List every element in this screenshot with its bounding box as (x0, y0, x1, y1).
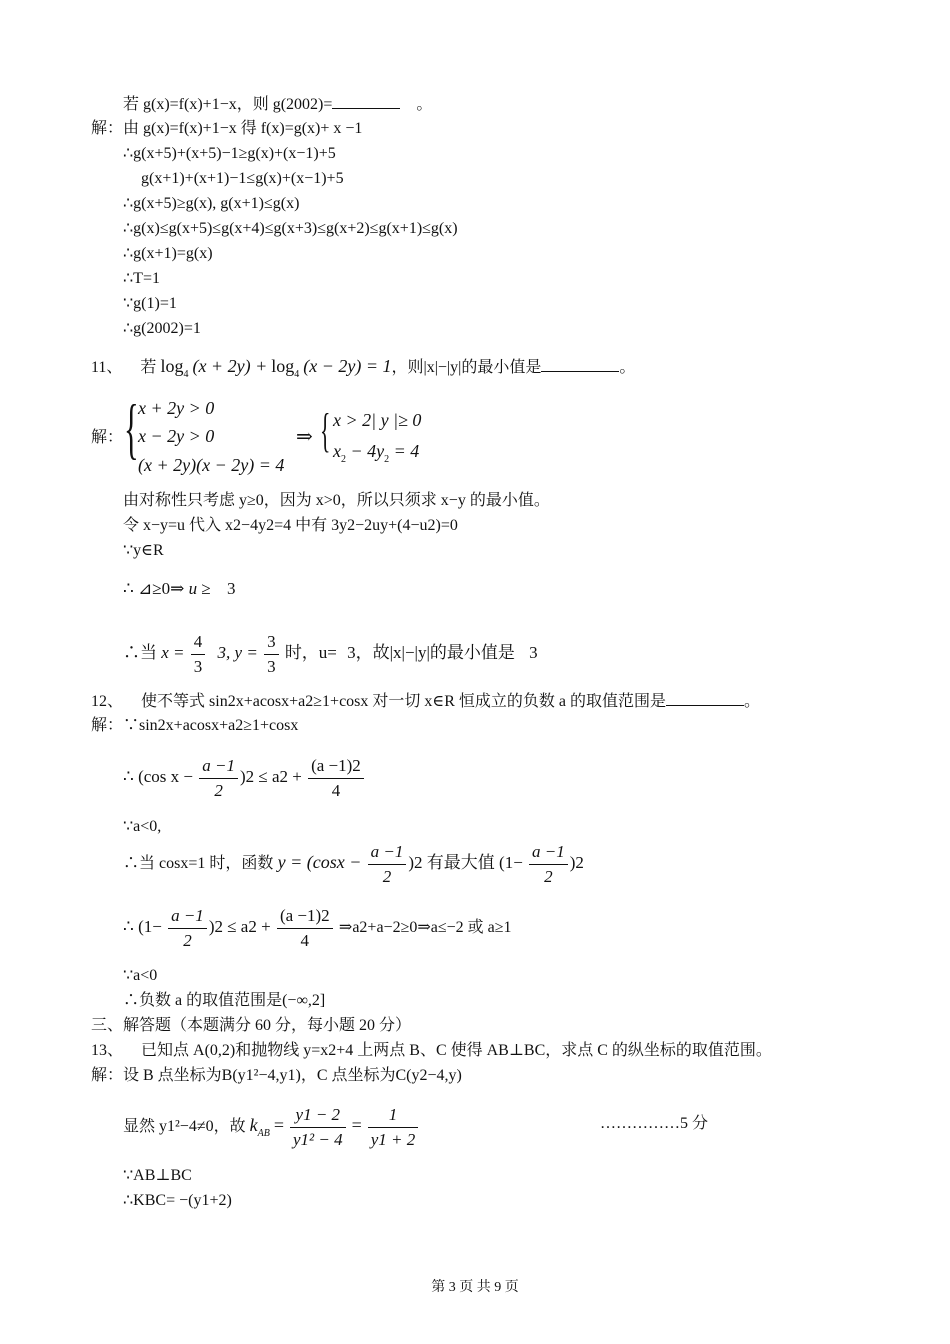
numerator: 4 (193, 631, 203, 651)
solution-line: 由对称性只考虑 y≥0，因为 x>0，所以只须求 x−y 的最小值。 (123, 492, 550, 509)
solution-line: ∵a<0 (123, 967, 158, 984)
solution-line: 解：∵sin2x+acosx+a2≥1+cosx (91, 717, 299, 734)
denominator: 2 (199, 778, 238, 801)
fraction (368, 1105, 419, 1150)
log-base: 4 (183, 369, 189, 380)
log-symbol: log (271, 356, 295, 376)
sqrt-value: 3 (529, 643, 538, 662)
solution-line (123, 579, 235, 599)
fraction (308, 756, 364, 801)
term: ∴ (1− (123, 917, 162, 936)
q11-post: ，则|x|−|y|的最小值是 (391, 359, 542, 376)
fraction (191, 632, 206, 677)
solution-line: ∴KBC= −(y1+2) (123, 1192, 232, 1209)
denominator: 2 (529, 864, 568, 887)
solution-line (123, 837, 584, 889)
var-k: k (249, 1115, 258, 1135)
term: x = (161, 643, 185, 662)
page-footer: 第 3 页 共 9 页 (431, 1280, 519, 1295)
fraction (199, 756, 238, 801)
solution-line: ∴g(x)≤g(x+5)≤g(x+4)≤g(x+3)≤g(x+2)≤g(x+1)≤g(x) (123, 220, 458, 237)
solution-line (123, 902, 512, 953)
fraction (168, 906, 207, 951)
q10-text: 若 g(x)=f(x)+1−x，则 g(2002)= (123, 96, 333, 113)
solution-line: ∵y∈R (123, 542, 164, 559)
log-arg-2: (x − 2y) = 1 (303, 356, 392, 376)
q13-text: 已知点 A(0,2)和抛物线 y=x2+4 上两点 B、C 使得 AB⊥BC，求点 C 的纵坐标的取值范围。 (141, 1042, 772, 1059)
denominator: 2 (368, 864, 407, 887)
solution-line (123, 628, 538, 678)
solution-line (123, 1100, 420, 1154)
sqrt-value: 3 (226, 579, 236, 598)
q11-pre: 若 (140, 359, 157, 376)
denominator: 2 (168, 928, 207, 951)
q12-end: 。 (744, 693, 761, 710)
numerator: a −1 (370, 841, 404, 861)
denominator: y1 + 2 (368, 1127, 419, 1150)
term: ≥ (201, 579, 211, 598)
subscript: AB (257, 1128, 270, 1139)
term: ，故|x|−|y|的最小值是 (355, 643, 515, 662)
q11-end: 。 (619, 359, 636, 376)
numerator: 1 (388, 1104, 398, 1124)
term: ∴ ⊿≥0⇒ (123, 579, 185, 598)
fraction (264, 632, 279, 677)
denominator: 4 (277, 928, 333, 951)
numerator: y1 − 2 (295, 1104, 341, 1124)
question-number: 12、 (91, 693, 124, 710)
sqrt-value: 3 (347, 643, 356, 662)
log-base: 4 (294, 369, 300, 380)
term: − 4y (350, 441, 385, 461)
numerator: 3 (267, 631, 276, 651)
exponent: 2 (384, 454, 390, 465)
q10-end: 。 (416, 96, 433, 113)
numerator: a −1 (532, 841, 565, 861)
solution-line (123, 752, 366, 802)
question-number: 11、 (91, 359, 123, 376)
q12-text: 使不等式 sin2x+acosx+a2≥1+cosx 对一切 x∈R 恒成立的负数 a 的取值范围是 (141, 693, 667, 710)
denominator: 3 (191, 654, 206, 677)
denominator: y1² − 4 (290, 1127, 346, 1150)
solution-line: 解：设 B 点坐标为B(y1²−4,y1)，C 点坐标为C(y2−4,y) (91, 1067, 462, 1084)
solution-line: ∴g(x+5)+(x+5)−1≥g(x)+(x−1)+5 (123, 145, 336, 162)
denominator: 4 (308, 778, 364, 801)
log-symbol: log (160, 356, 184, 376)
numerator: (a −1)2 (279, 905, 330, 925)
term: )2 (569, 853, 584, 872)
fraction (290, 1105, 346, 1150)
answer-blank (541, 357, 619, 372)
solution-line: ∵a<0, (123, 818, 162, 835)
system-eq-2: x − 2y > 0 (138, 426, 215, 446)
solution-line: ∴负数 a 的取值范围是(−∞,2] (123, 992, 326, 1009)
var-x: x (333, 441, 341, 461)
denominator: 3 (264, 654, 279, 677)
solution-line: 令 x−y=u 代入 x2−4y2=4 中有 3y2−2uy+(4−u2)=0 (123, 517, 458, 534)
solution-line: ∴g(x+5)≥g(x), g(x+1)≤g(x) (123, 195, 300, 212)
implies-arrow: ⇒ (296, 426, 313, 448)
fraction (277, 906, 333, 951)
system-eq-4: x > 2| y |≥ 0 (333, 410, 422, 430)
answer-blank (666, 691, 744, 706)
log-arg-1: (x + 2y) + (192, 356, 268, 376)
var-u: u (188, 579, 198, 598)
numerator: (a −1)2 (311, 755, 361, 775)
system-eq-1: x + 2y > 0 (138, 398, 215, 418)
term: ∴当 (123, 643, 157, 662)
question-number: 13、 (91, 1042, 124, 1059)
term: )2 ≤ a2 + (208, 917, 271, 936)
solution-line: g(x+1)+(x+1)−1≤g(x)+(x−1)+5 (141, 170, 344, 187)
answer-blank (332, 94, 400, 109)
term: ∴当 cosx=1 时，函数 (123, 855, 274, 872)
fraction (529, 842, 568, 887)
section-heading: 三、解答题（本题满分 60 分，每小题 20 分） (91, 1017, 412, 1034)
term: (1− (499, 853, 523, 872)
left-brace: { (124, 390, 139, 466)
solution-line: ∴g(x+1)=g(x) (123, 245, 213, 262)
term: )2 有最大值 (408, 853, 495, 872)
solution-line: ∴T=1 (123, 270, 160, 287)
system-eq-3: (x + 2y)(x − 2y) = 4 (138, 455, 285, 475)
term: ⇒a2+a−2≥0⇒a≤−2 或 a≥1 (338, 919, 512, 936)
left-brace: { (320, 404, 331, 457)
fraction (368, 842, 407, 887)
term: 显然 y1²−4≠0，故 (123, 1118, 246, 1135)
solution-line: ∵AB⊥BC (123, 1167, 192, 1184)
term: ∴ (cos x − (123, 767, 193, 786)
system-eq-5 (333, 441, 419, 465)
q11-question (91, 356, 635, 380)
numerator: a −1 (202, 755, 235, 775)
score-marker: ……………5 分 (600, 1115, 709, 1132)
solution-line: ∵g(1)=1 (123, 295, 177, 312)
exponent: 2 (341, 454, 346, 465)
term: )2 ≤ a2 + (239, 767, 302, 786)
solution-line: 解：由 g(x)=f(x)+1−x 得 f(x)=g(x)+ x −1 (91, 120, 363, 137)
solution-label: 解： (91, 429, 124, 446)
numerator: a −1 (171, 905, 204, 925)
term: y = (cosx − (277, 852, 362, 872)
term: = (351, 1115, 362, 1135)
q12-question (91, 691, 760, 712)
term: = 4 (393, 441, 420, 461)
solution-line: ∴g(2002)=1 (123, 320, 201, 337)
q10-question-line (123, 94, 432, 115)
term: 3, y = (217, 643, 258, 662)
q13-question (91, 1041, 772, 1061)
term: = (273, 1115, 284, 1135)
term: 时，u= (284, 643, 337, 662)
